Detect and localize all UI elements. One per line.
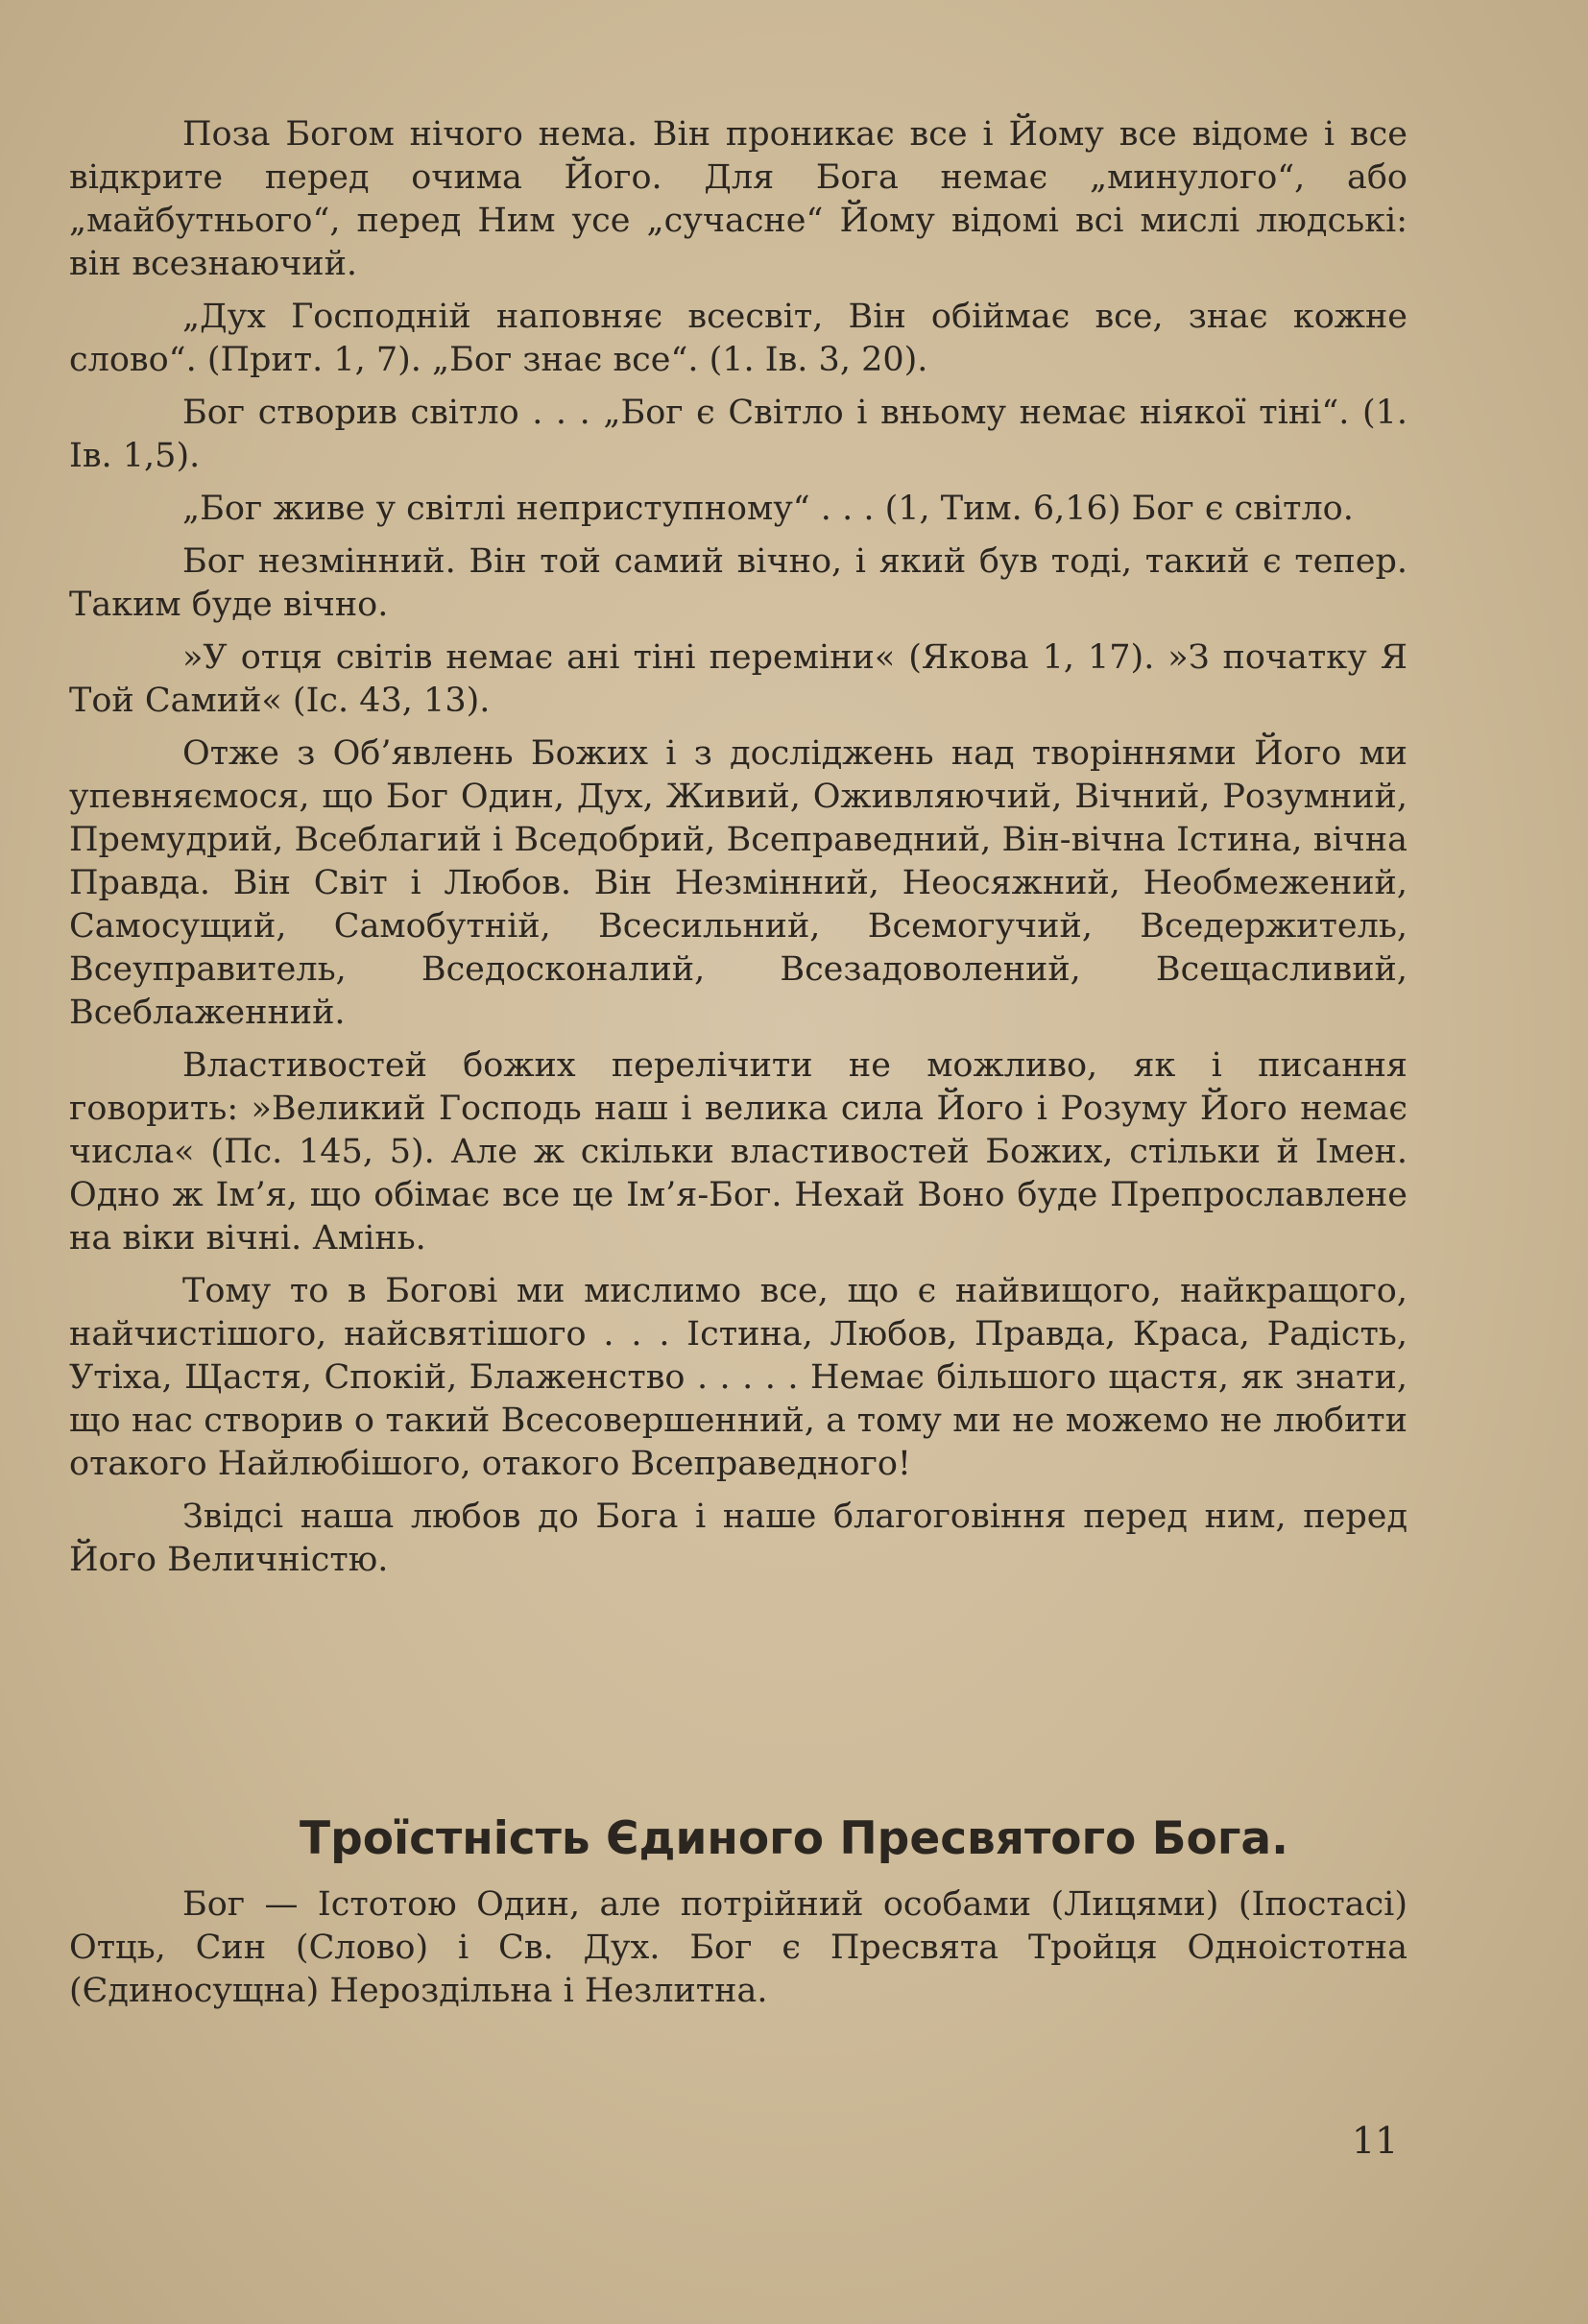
paragraph-trinity: Бог — Істотою Один, але потрійний особами (Лицями) (Іпостасі) Отць, Син (Слово) і Св. Дух. Бог є Пресвята Тройця Одноістотна (Єдиносущна) Нероздільна і Незлитна.: [69, 1885, 1408, 2010]
paragraph-god-lives-in-light: „Бог живе у світлі неприступному“ . . . (1, Тим. 6,16) Бог є світло.: [182, 490, 1354, 528]
paragraph-father-of-lights: »У отця світів немає ані тіні переміни« (Якова 1, 17). »З початку Я Той Самий« (Іс. 43, 13).: [69, 638, 1408, 720]
section-heading: Троїстність Єдиного Пресвятого Бога.: [300, 1812, 1288, 1865]
paragraph-attributes-innumerable: Властивостей божих перелічити не можливо, як і писання говорить: »Великий Господь наш і велика сила Його і Розуму Його немає числа« (Пс. 145, 5). Але ж скільки властивостей Божих, стільки й Імен. Одно ж Ім’я, що обімає все це Ім’я-Бог. Нехай Воно буде Препрославлене на віки вічні. Амінь.: [69, 1046, 1408, 1258]
paragraph-attributes-list: Отже з Об’явлень Божих і з досліджень над творіннями Його ми упевняємося, що Бог Один, Дух, Живий, Оживляючий, Вічний, Розумний, Премудрий, Всеблагий і Вседобрий, Всеправедний, Він-вічна Істина, вічна Правда. Він Світ і Любов. Він Незмінний, Неосяжний, Необмежений, Самосущий, Самобутній, Всесильний, Всемогучий, Вседержитель, Всеуправитель, Вседосконалий, Всезадоволений, Всещасливий, Всеблаженний.: [69, 734, 1408, 1032]
paragraph-spirit-fills-universe: „Дух Господній наповняє всесвіт, Він обіймає все, знає кожне слово“. (Прит. 1, 7). „Бог знає все“. (1. Ів. 3, 20).: [69, 298, 1408, 379]
paragraph-god-unchangeable: Бог незмінний. Він той самий вічно, і який був тоді, такий є тепер. Таким буде вічно.: [69, 542, 1408, 624]
body-text: [69, 113, 1408, 1592]
paragraph-highest-good: Тому то в Богові ми мислимо все, що є найвищого, найкращого, найчистішого, найсвятішого . . . Істина, Любов, Правда, Краса, Радість, Утіха, Щастя, Спокій, Блаженство . . . . . Немає більшого щастя, як знати, що нас створив о такий Всесовершенний, а тому ми не можемо не любити отакого Найлюбішого, отакого Всеправедного!: [69, 1272, 1408, 1483]
paragraph-god-created-light: Бог створив світло . . . „Бог є Світло і вньому немає ніякої тіні“. (1. Ів. 1,5).: [69, 394, 1408, 475]
paragraph-love-reverence: Звідсі наша любов до Бога і наше благоговіння перед ним, перед Його Величністю.: [69, 1497, 1408, 1579]
paragraph-omniscience: Поза Богом нічого нема. Він проникає все і Йому все відоме і все відкрите перед очима Його. Для Бога немає „минулого“, або „майбутнього“, перед Ним усе „сучасне“ Йому відомі всі мислі людські: він всезнаючий.: [69, 115, 1408, 283]
section-body: [69, 1883, 1408, 2023]
page-number: 11: [1352, 2120, 1399, 2162]
